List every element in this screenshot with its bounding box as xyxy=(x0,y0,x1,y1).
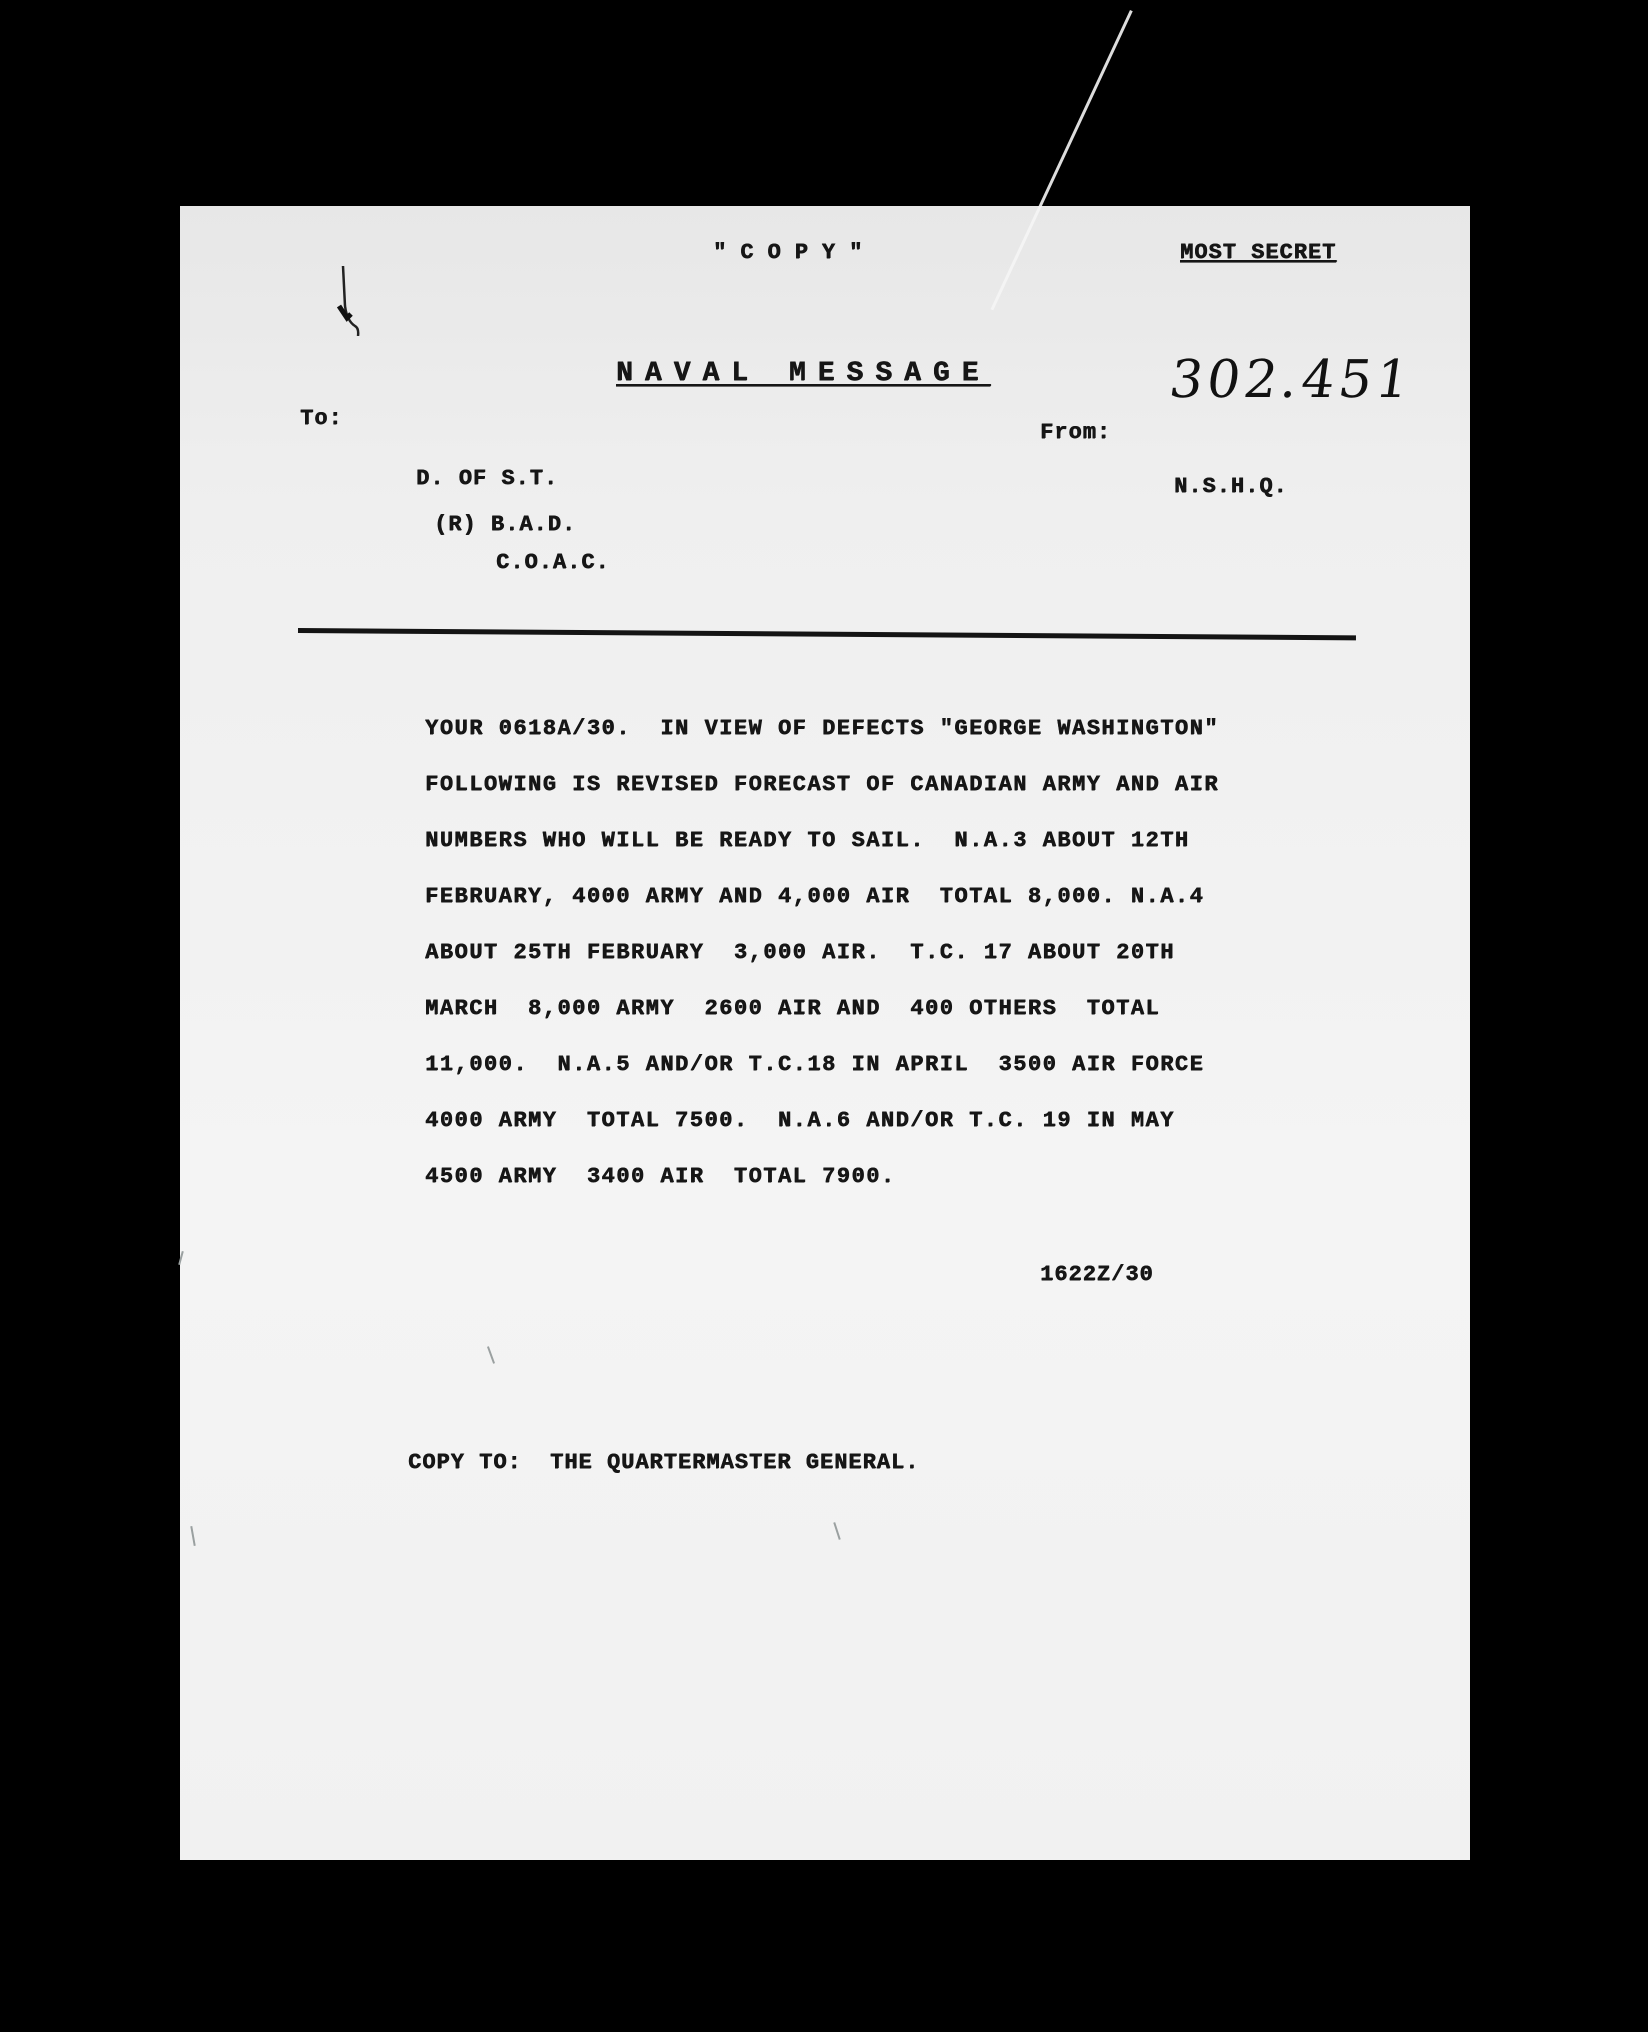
to-recipient: D. OF S.T. xyxy=(416,466,559,491)
paper-speck xyxy=(487,1346,495,1364)
paper-mark xyxy=(333,266,361,336)
message-line: 11,000. N.A.5 AND/OR T.C.18 IN APRIL 3500 AIR FORCE xyxy=(425,1052,1205,1077)
paper-speck xyxy=(190,1526,195,1546)
message-line: YOUR 0618A/30. IN VIEW OF DEFECTS "GEORGE WASHINGTON" xyxy=(425,716,1219,741)
to-recipient: (R) B.A.D. xyxy=(434,512,577,537)
message-line: 4000 ARMY TOTAL 7500. N.A.6 AND/OR T.C. 19 IN MAY xyxy=(425,1108,1175,1133)
copy-to-line: COPY TO: THE QUARTERMASTER GENERAL. xyxy=(408,1450,920,1475)
classification-label: MOST SECRET xyxy=(1180,240,1337,265)
to-label: To: xyxy=(300,406,343,431)
paper-speck xyxy=(833,1522,840,1540)
copy-mark: "COPY" xyxy=(713,240,877,265)
time-reference: 1622Z/30 xyxy=(1040,1262,1154,1287)
document-title: NAVAL MESSAGE xyxy=(616,358,991,389)
from-sender: N.S.H.Q. xyxy=(1174,474,1288,499)
to-recipient: C.O.A.C. xyxy=(496,550,610,575)
message-line: NUMBERS WHO WILL BE READY TO SAIL. N.A.3 ABOUT 12TH xyxy=(425,828,1190,853)
message-line: 4500 ARMY 3400 AIR TOTAL 7900. xyxy=(425,1164,896,1189)
message-line: MARCH 8,000 ARMY 2600 AIR AND 400 OTHERS TOTAL xyxy=(425,996,1161,1021)
divider-rule xyxy=(298,628,1356,640)
message-line: FEBRUARY, 4000 ARMY AND 4,000 AIR TOTAL 8,000. N.A.4 xyxy=(425,884,1205,909)
message-line: FOLLOWING IS REVISED FORECAST OF CANADIAN ARMY AND AIR xyxy=(425,772,1219,797)
from-label: From: xyxy=(1040,420,1112,445)
paper-speck xyxy=(178,1251,184,1265)
message-line: ABOUT 25TH FEBRUARY 3,000 AIR. T.C. 17 ABOUT 20TH xyxy=(425,940,1175,965)
document-page xyxy=(180,206,1470,1860)
file-number-handwritten: 302.451 xyxy=(1165,350,1418,410)
